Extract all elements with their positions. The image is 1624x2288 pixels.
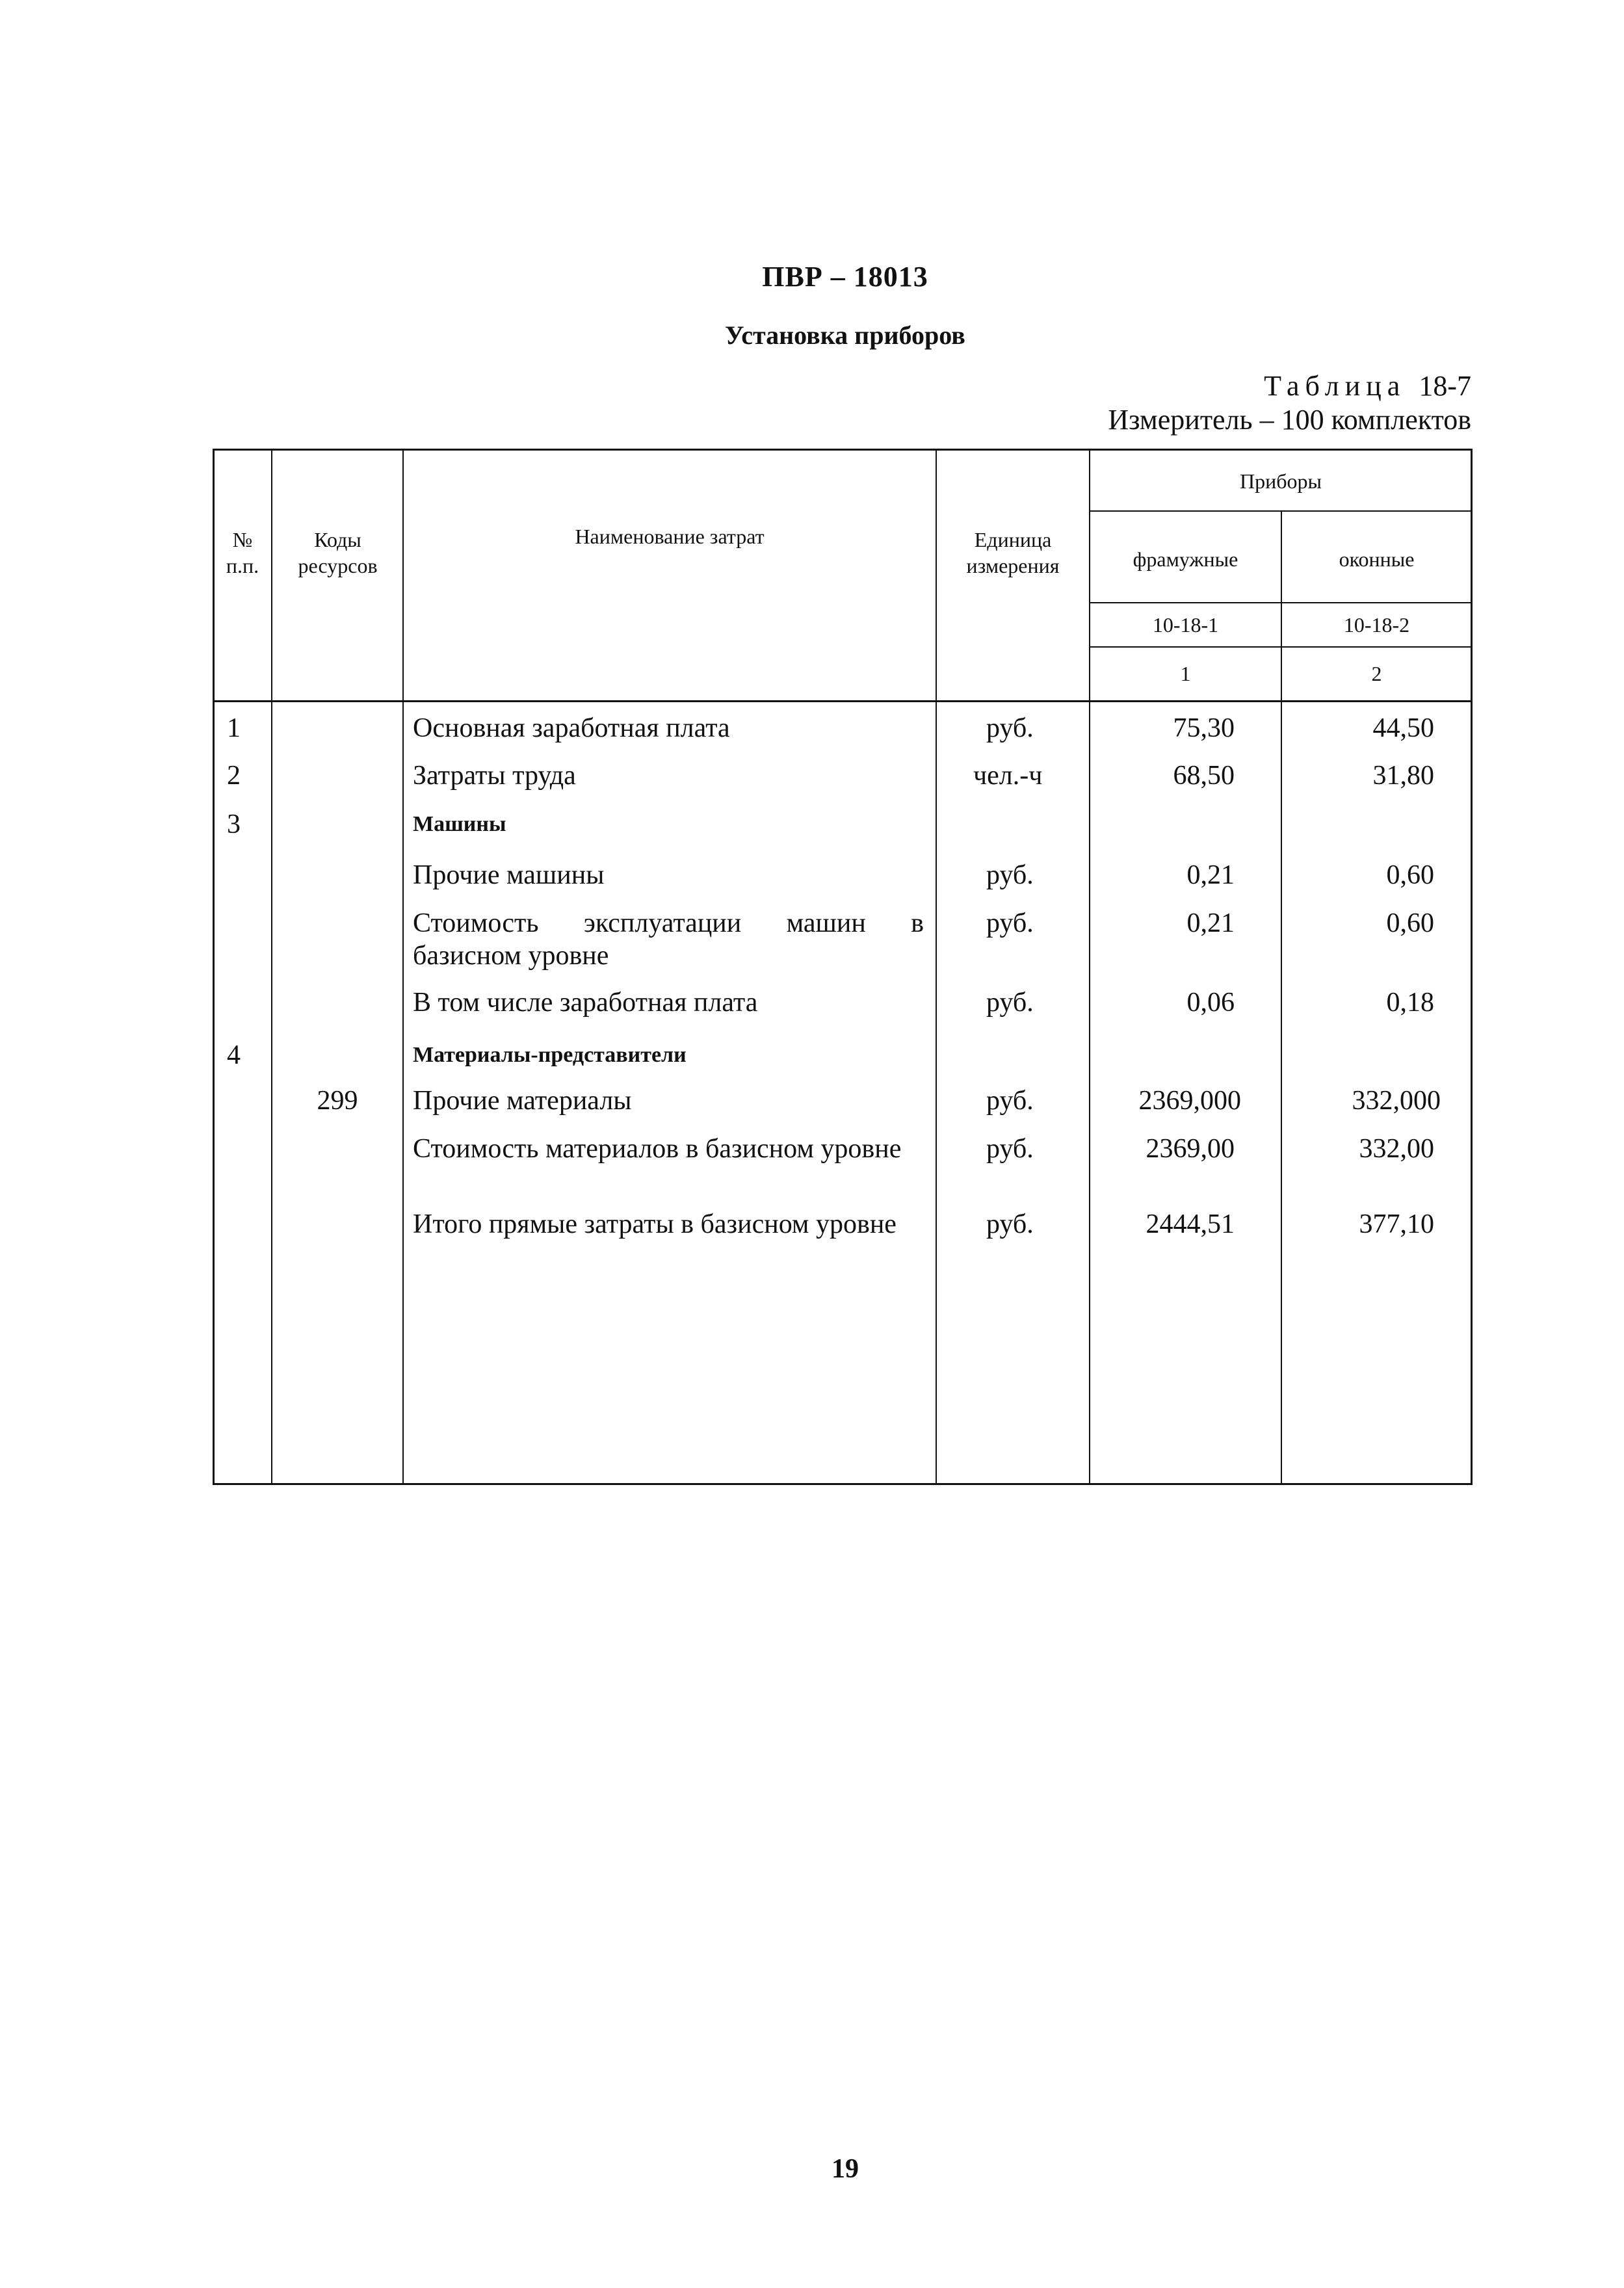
row-10-unit: руб. bbox=[986, 1209, 1034, 1239]
row-4-unit: руб. bbox=[986, 860, 1034, 890]
row-5-unit: руб. bbox=[986, 908, 1034, 938]
row-2-unit: чел.-ч bbox=[973, 761, 1043, 791]
col-divider-2 bbox=[402, 449, 404, 1485]
header-index-2: 2 bbox=[1371, 662, 1382, 685]
cost-table bbox=[213, 449, 1473, 1485]
header-name: Наименование затрат bbox=[575, 525, 765, 548]
subhead-divider bbox=[1089, 602, 1473, 603]
row-1-value-1: 75,30 bbox=[1173, 713, 1235, 743]
row-2-name: Затраты труда bbox=[413, 761, 576, 791]
row-10-value-2: 377,10 bbox=[1359, 1209, 1434, 1239]
measure-unit: Измеритель – 100 комплектов bbox=[1108, 404, 1471, 436]
row-10-name: Итого прямые затраты в базисном уровне bbox=[413, 1209, 897, 1239]
row-6-value-2: 0,18 bbox=[1386, 988, 1434, 1018]
header-code-1: 10-18-1 bbox=[1152, 613, 1219, 637]
row-2-value-1: 68,50 bbox=[1173, 761, 1235, 791]
table-number: 18-7 bbox=[1419, 370, 1471, 402]
header-group: Приборы bbox=[1239, 469, 1322, 493]
table-label: Таблица bbox=[1264, 370, 1406, 402]
row-2-number: 2 bbox=[227, 761, 241, 791]
table-border-right bbox=[1471, 449, 1473, 1485]
table-border-left bbox=[213, 449, 215, 1485]
row-8-name: Прочие материалы bbox=[413, 1086, 632, 1116]
page-number: 19 bbox=[832, 2154, 859, 2184]
col-divider-3 bbox=[936, 449, 937, 1485]
row-9-unit: руб. bbox=[986, 1134, 1034, 1164]
document-code: ПВР – 18013 bbox=[762, 261, 928, 293]
row-3-section: Машины bbox=[413, 812, 506, 836]
header-sub-1: фрамужные bbox=[1133, 547, 1238, 571]
row-9-value-2: 332,00 bbox=[1359, 1134, 1434, 1164]
row-5-value-2: 0,60 bbox=[1386, 908, 1434, 938]
col-divider-5 bbox=[1281, 511, 1282, 1485]
row-1-unit: руб. bbox=[986, 713, 1034, 743]
header-code-2: 10-18-2 bbox=[1343, 613, 1410, 637]
document-title: Установка приборов bbox=[725, 321, 965, 350]
row-4-name: Прочие машины bbox=[413, 860, 605, 890]
header-codes: Коды ресурсов bbox=[298, 528, 378, 577]
row-5-name: Стоимость эксплуатации машин в базисном уровне bbox=[413, 908, 924, 971]
row-7-number: 4 bbox=[227, 1040, 241, 1070]
row-5-value-1: 0,21 bbox=[1186, 908, 1235, 938]
row-1-value-2: 44,50 bbox=[1372, 713, 1434, 743]
row-3-number: 3 bbox=[227, 809, 241, 839]
row-1-name: Основная заработная плата bbox=[413, 713, 730, 743]
row-1-number: 1 bbox=[227, 713, 241, 743]
row-2-value-2: 31,80 bbox=[1372, 761, 1434, 791]
header-number: № п.п. bbox=[226, 528, 259, 577]
table-reference bbox=[1264, 369, 1471, 402]
row-8-value-2: 332,000 bbox=[1352, 1086, 1441, 1116]
col-divider-1 bbox=[271, 449, 272, 1485]
row-6-name: В том числе заработная плата bbox=[413, 988, 758, 1018]
table-border-top bbox=[213, 449, 1473, 451]
row-8-code: 299 bbox=[317, 1086, 358, 1116]
header-index-1: 1 bbox=[1180, 662, 1191, 685]
table-border-bottom bbox=[213, 1483, 1473, 1485]
row-4-value-2: 0,60 bbox=[1386, 860, 1434, 890]
header-divider bbox=[213, 700, 1473, 702]
row-7-section: Материалы-представители bbox=[413, 1043, 687, 1067]
row-6-value-1: 0,06 bbox=[1186, 988, 1235, 1018]
col-divider-4 bbox=[1089, 449, 1090, 1485]
row-10-value-1: 2444,51 bbox=[1146, 1209, 1235, 1239]
row-9-value-1: 2369,00 bbox=[1146, 1134, 1235, 1164]
header-sub-2: оконные bbox=[1339, 547, 1415, 571]
row-9-name: Стоимость материалов в базисном уровне bbox=[413, 1134, 902, 1164]
header-unit: Единица измерения bbox=[966, 528, 1060, 577]
row-6-unit: руб. bbox=[986, 988, 1034, 1018]
row-8-unit: руб. bbox=[986, 1086, 1034, 1116]
row-8-value-1: 2369,000 bbox=[1138, 1086, 1241, 1116]
group-divider bbox=[1089, 510, 1473, 512]
code-divider bbox=[1089, 646, 1473, 648]
row-4-value-1: 0,21 bbox=[1186, 860, 1235, 890]
